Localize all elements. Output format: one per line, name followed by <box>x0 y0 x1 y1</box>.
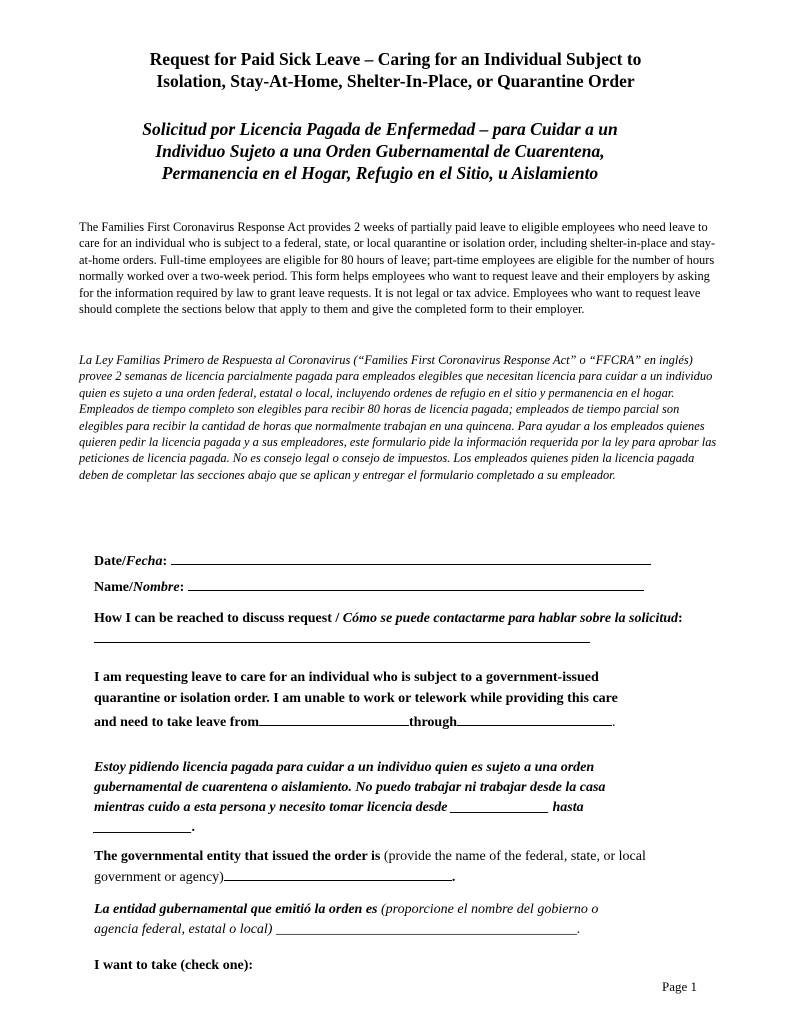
leave-through-label: through <box>409 715 457 730</box>
page-number: Page 1 <box>661 979 697 994</box>
entity-es-line1 <box>94 900 714 920</box>
name-colon: : <box>179 580 185 595</box>
contact-field-row <box>94 609 714 650</box>
contact-label-es: Cómo se puede contactarme para hablar sobre la solicitud <box>342 611 679 626</box>
request-en-line3 <box>94 712 694 733</box>
leave-from-input[interactable] <box>259 712 409 726</box>
entity-en-line1 <box>94 847 714 867</box>
entity-es-label: La entidad gubernamental que emitió la orden es <box>94 902 378 917</box>
date-colon: : <box>162 554 168 569</box>
title-es <box>0 118 760 184</box>
entity-en-line2 <box>94 867 714 888</box>
name-input-line[interactable] <box>188 577 644 591</box>
name-field-row <box>94 577 694 598</box>
leave-through-input[interactable] <box>457 712 612 726</box>
request-es-line4: ______________. <box>94 820 196 835</box>
title-es-line2: Individuo Sujeto a una Orden Gubernamental de Cuarentena, <box>155 141 605 161</box>
request-es-line2: gubernamental de cuarentena o aislamiento. No puedo trabajar ni trabajar desde la casa <box>94 780 606 795</box>
date-label-en: Date/ <box>94 554 126 569</box>
title-en <box>0 48 791 92</box>
entity-en-hint-2: government or agency) <box>94 870 224 885</box>
entity-es <box>94 900 714 940</box>
name-label-es: Nombre <box>132 580 180 595</box>
date-label-es: Fecha <box>125 554 163 569</box>
name-label-en: Name/ <box>94 580 133 595</box>
entity-input-line[interactable] <box>224 867 452 881</box>
request-en-line2: quarantine or isolation order. I am unable to work or telework while providing this care <box>94 691 618 706</box>
entity-es-hint: (proporcione el nombre del gobierno o <box>377 902 599 917</box>
intro-paragraph-es: La Ley Familias Primero de Respuesta al Coronavirus (“Families First Coronavirus Response Act” o “FFCRA” en inglés) provee 2 semanas de licencia parcialmente pagada para empleados elegibles que necesitan licencia para cuidar a un individuo quien es sujeto a una orden federal, estatal o local, incluyendo ordenes de refugio en el sitio y permanencia en el hogar. Empleados de tiempo completo son elegibles para recibir 80 horas de licencia pagada; empleados de tiempo parcial son elegibles para recibir la cantidad de horas que normalmente trabajan en una quincena. Para ayudar a los empleados quienes quieren pedir la licencia pagada y a sus empleadores, este formulario pide la información requerida por la ley para aprobar las peticiones de licencia pagada. No es consejo legal o consejo de impuestos. Los empleados quienes piden la licencia pagada deben de completar las secciones abajo que se aplican y entregar el formulario completado a su empleador. <box>79 353 717 482</box>
title-en-line1: Request for Paid Sick Leave – Caring for an Individual Subject to <box>149 49 642 69</box>
request-es-line1: Estoy pidiendo licencia pagada para cuidar a un individuo quien es sujeto a una orden <box>94 760 595 775</box>
entity-en-label: The governmental entity that issued the order is <box>94 849 381 864</box>
entity-en-hint: (provide the name of the federal, state, or local <box>380 849 646 864</box>
request-en-line1: I am requesting leave to care for an individual who is subject to a government-issued <box>94 670 599 685</box>
request-es <box>94 758 694 838</box>
entity-en <box>94 847 714 888</box>
request-en-period: . <box>611 715 616 730</box>
intro-paragraph-en: The Families First Coronavirus Response Act provides 2 weeks of partially paid leave to eligible employees who need leave to care for an individual who is subject to a federal, state, or local quarantine or isolation order, including shelter-in-place and stay-at-home orders. Full-time employees are eligible for 80 hours of leave; part-time employees are eligible for the number of hours normally worked over a two-week period. This form helps employees who want to request leave and their employers by asking for the information required by law to grant leave requests. It is not legal or tax advice. Employees who want to request leave should complete the sections below that apply to them and give the completed form to their employer. <box>79 220 716 317</box>
leave-from-label: and need to take leave from <box>94 715 259 730</box>
date-input-line[interactable] <box>171 551 651 565</box>
title-en-line2: Isolation, Stay-At-Home, Shelter-In-Place, or Quarantine Order <box>156 71 635 91</box>
request-en <box>94 667 694 733</box>
contact-colon: : <box>678 611 683 626</box>
title-es-line3: Permanencia en el Hogar, Refugio en el Sitio, u Aislamiento <box>161 163 599 183</box>
contact-label-en: How I can be reached to discuss request / <box>94 611 343 626</box>
check-one-heading: I want to take (check one): <box>94 958 254 973</box>
title-es-line1: Solicitud por Licencia Pagada de Enfermedad – para Cuidar a un <box>142 119 618 139</box>
contact-input-line[interactable] <box>94 629 590 643</box>
entity-es-line2: agencia federal, estatal o local) ___________________________________________. <box>94 922 581 937</box>
request-es-line3: mientras cuido a esta persona y necesito tomar licencia desde ______________ hasta <box>94 800 584 815</box>
date-field-row <box>94 551 694 572</box>
entity-en-period: . <box>451 870 456 885</box>
